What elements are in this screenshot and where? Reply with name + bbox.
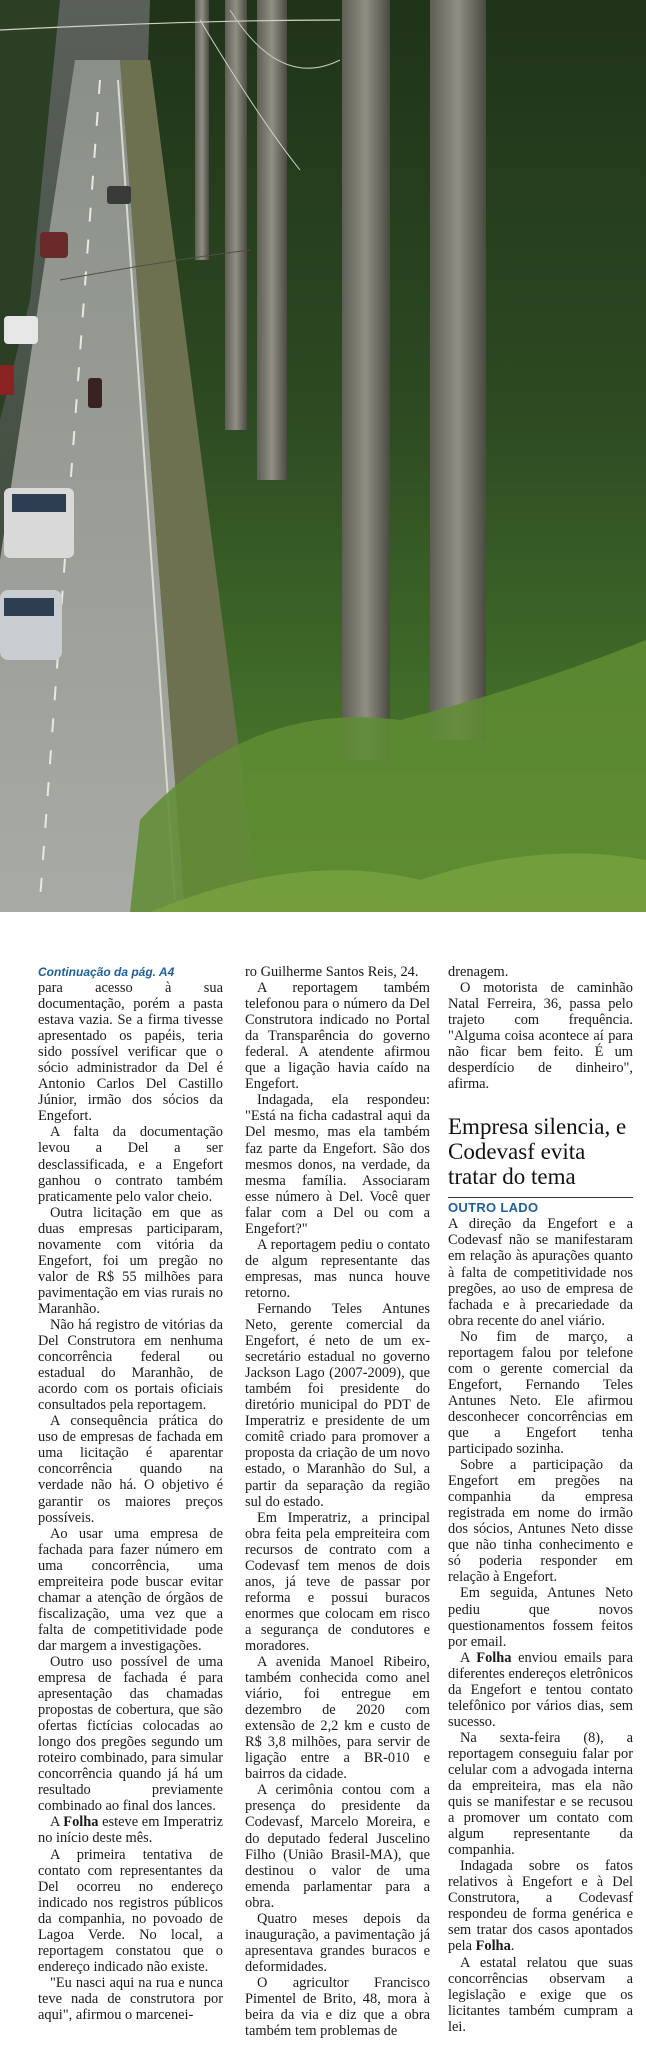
paragraph: A estatal relatou que suas concorrências observam a legislação e exige que os licitantes também cumpram a lei. — [448, 1954, 633, 2035]
sidebar-headline: Empresa silencia, e Codevasf evita tratar do tema — [448, 1114, 627, 1190]
paragraph: drenagem. — [448, 964, 509, 980]
paragraph: A Folha esteve em Imperatriz no início deste mês. — [38, 1814, 223, 1847]
road-with-utility-poles-photo — [0, 0, 646, 912]
paragraph: Fernando Teles Antunes Neto, gerente comercial da Engefort, é neto de um ex-secretário estadual no governo Jackson Lago (2007-2009), que também foi presidente do diretório municipal do PDT de Imperatriz e presidente de um comitê criado para promover a proposta da criação de um novo estado, o Maranhão do Sul, a partir da separação da região sul do estado. — [245, 1300, 430, 1510]
paragraph: Sobre a participação da Engefort em pregões na companhia da empresa registrada em nome do irmão dos sócios, Antunes Neto disse que não tinha conhecimento e só poderia responder em relação à Engefort. — [448, 1457, 633, 1586]
paragraph: A reportagem também telefonou para o número da Del Construtora indicado no Portal da Transparência do governo federal. A atendente afirmou que a ligação havia caído na Engefort. — [245, 980, 430, 1093]
article-column-1 — [38, 964, 223, 2023]
article-column-2 — [245, 964, 430, 2039]
paragraph: A falta da documentação levou a Del a ser desclassificada, e a Engefort ganhou o contrato também praticamente pelo valor cheio. — [38, 1124, 223, 1205]
paragraph: A cerimônia contou com a presença do presidente da Codevasf, Marcelo Moreira, e do deputado federal Juscelino Filho (União Brasil-MA), que destinou o valor de uma emenda parlamentar para a obra. — [245, 1782, 430, 1911]
paragraph: Não há registro de vitórias da Del Construtora em nenhuma concorrência federal ou estadual do Maranhão, de acordo com os portais oficiais consultados pela reportagem. — [38, 1316, 223, 1414]
paragraph: Outro uso possível de uma empresa de fachada é para apresentação das chamadas propostas de cobertura, que são ofertas fictícias colocadas ao longo dos pregões segundo um roteiro combinado, para simular concorrência quando já há um resultado previamente combinado ao final dos lances. — [38, 1653, 223, 1815]
article-column-3 — [448, 964, 633, 2035]
divider — [448, 1197, 633, 1198]
folha-brand: Folha — [63, 1814, 99, 1831]
paragraph: Indagada sobre os fatos relativos à Engefort e à Del Construtora, a Codevasf respondeu de forma genérica e sem tratar dos casos apontados pela Folha. — [448, 1858, 633, 1955]
section-kicker: OUTRO LADO — [448, 1200, 539, 1216]
paragraph: Em seguida, Antunes Neto pediu que novos questionamentos fossem feitos por email. — [448, 1585, 633, 1650]
paragraph: A consequência prática do uso de empresas de fachada em uma licitação é aparentar concorrência quando na verdade não há. O objetivo é garantir os maiores preços possíveis. — [38, 1413, 223, 1526]
paragraph: A reportagem pediu o contato de algum representante das empresas, mas nunca houve retorno. — [245, 1236, 430, 1301]
news-photo — [0, 0, 646, 912]
paragraph: A avenida Manoel Ribeiro, também conhecida como anel viário, foi entregue em dezembro de 2020 com extensão de 2,2 km e custo de R$ 3,8 milhões, para servir de ligação entre a BR-010 e bairros da cidade. — [245, 1654, 430, 1783]
folha-brand: Folha — [476, 1649, 512, 1666]
paragraph: Ao usar uma empresa de fachada para fazer número em uma concorrência, uma empreiteira pode buscar evitar chamar a atenção de órgãos de fiscalização, uma vez que a falta de competitividade pode dar margem a investigações. — [38, 1525, 223, 1654]
paragraph: Quatro meses depois da inauguração, a pavimentação já apresentava grandes buracos e deformidades. — [245, 1910, 430, 1975]
paragraph: Indagada, ela respondeu: "Está na ficha cadastral aqui da Del mesmo, mas ela também faz parte da Engefort. São dos mesmos donos, na verdade, da mesma família. Associaram esse número à Del. Você quer falar com a Del ou com a Engefort?" — [245, 1092, 430, 1237]
paragraph: "Eu nasci aqui na rua e nunca teve nada de construtora por aqui", afirmou o marcenei- — [38, 1974, 223, 2023]
folha-brand: Folha — [475, 1938, 511, 1955]
paragraph: para acesso à sua documentação, porém a pasta estava vazia. Se a firma tivesse apresentado os papéis, teria sido possível verificar que o sócio administrador da Del é Antonio Carlos Del Castillo Júnior, irmão dos sócios da Engefort. — [38, 980, 223, 1125]
paragraph: O agricultor Francisco Pimentel de Brito, 48, mora à beira da via e diz que a obra também tem problemas de — [245, 1974, 430, 2040]
continuation-label: Continuação da pág. A4 — [38, 965, 175, 979]
paragraph: Outra licitação em que as duas empresas participaram, novamente com vitória da Engefort, foi um pregão no valor de R$ 55 milhões para pavimentação em vias rurais no Maranhão. — [38, 1204, 223, 1317]
paragraph: ro Guilherme Santos Reis, 24. — [245, 964, 419, 980]
paragraph: A Folha enviou emails para diferentes endereços eletrônicos da Engefort e tentou contato telefônico por vários dias, sem sucesso. — [448, 1649, 633, 1730]
paragraph: A primeira tentativa de contato com representantes da Del ocorreu no endereço indicado nos registros públicos da companhia, no povoado de Lagoa Verde. No local, a reportagem constatou que o endereço indicado não existe. — [38, 1846, 223, 1975]
paragraph: Em Imperatriz, a principal obra feita pela empreiteira com recursos de contrato com a Codevasf tem menos de dois anos, já teve de passar por reforma e possui buracos enormes que colocam em risco a segurança de condutores e moradores. — [245, 1509, 430, 1654]
paragraph: No fim de março, a reportagem falou por telefone com o gerente comercial da Engefort, Fernando Teles Antunes Neto. Ele afirmou desconhecer concorrências em que a Engefort tenha participado sozinha. — [448, 1328, 633, 1458]
paragraph: Na sexta-feira (8), a reportagem conseguiu falar por celular com a advogada interna da empreiteira, mas ela não quis se manifestar e se recusou a promover um contato com algum representante da companhia. — [448, 1729, 633, 1859]
paragraph: A direção da Engefort e a Codevasf não se manifestaram em relação às apurações quanto à falta de competitividade nos pregões, ao uso de empresa de fachada e à precariedade da obra recente do anel viário. — [448, 1216, 633, 1329]
paragraph: O motorista de caminhão Natal Ferreira, 36, passa pelo trajeto com frequência. "Alguma coisa acontece aí para não ficar bem feito. É um desperdício de dinheiro", afirma. — [448, 980, 633, 1093]
